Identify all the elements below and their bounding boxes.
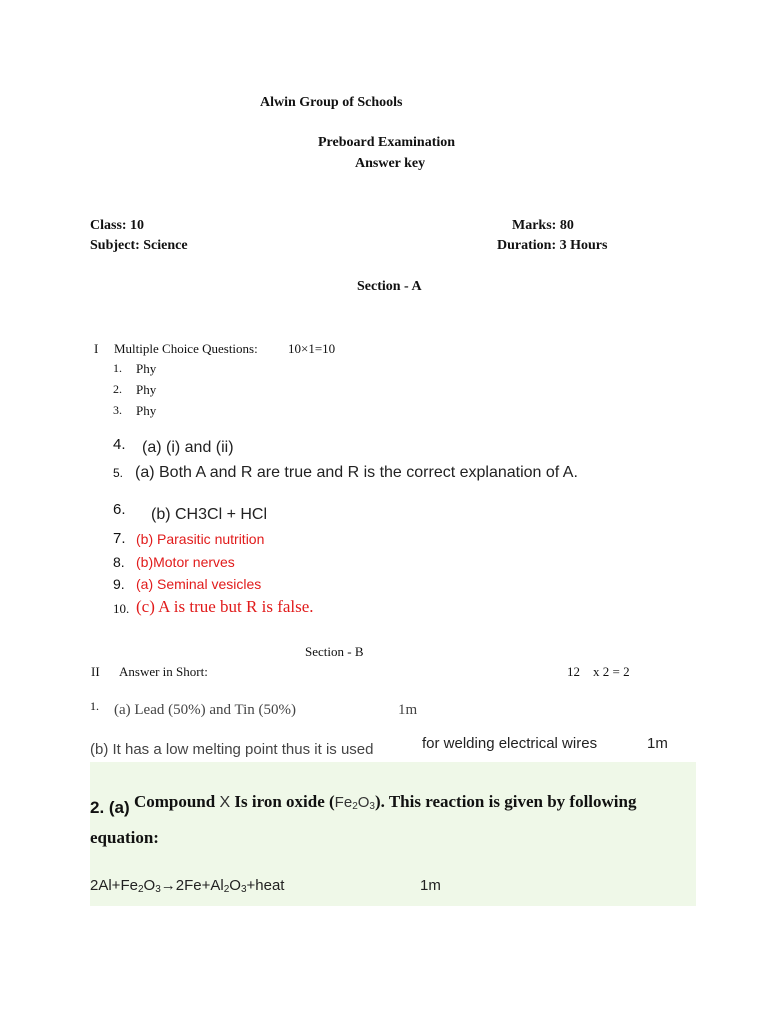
reaction-arrow-icon: →: [160, 877, 176, 894]
mcq-answer: (a) Both A and R are true and R is the correct explanation of A.: [135, 464, 578, 481]
mcq-answer: (b)Motor nerves: [136, 554, 235, 570]
q1b-answer-continued: for welding electrical wires: [422, 735, 598, 752]
short-answer-heading: Answer in Short:: [119, 664, 208, 679]
q2-line1: [90, 792, 637, 818]
mcq-answer: (b) CH3Cl + HCl: [151, 506, 268, 523]
section-b-roman: II: [91, 664, 100, 679]
mcq-answer: Phy: [136, 403, 157, 418]
section-a-title: Section - A: [357, 279, 422, 294]
marks-label: Marks: 80: [512, 218, 574, 233]
exam-title: Preboard Examination: [318, 135, 456, 150]
mcq-number: 6.: [113, 501, 126, 518]
q2-line2: equation:: [90, 828, 159, 847]
q2-text-compound: Compound: [133, 792, 216, 811]
mcq-answer: Phy: [136, 382, 157, 397]
q2-text-reaction: ). This reaction is given by following: [374, 792, 637, 811]
short-answer-marks-count: 12: [567, 664, 580, 679]
q2-label: 2. (a): [90, 798, 130, 817]
q1b-marks: 1m: [647, 735, 668, 752]
mcq-number: 9.: [113, 576, 125, 592]
class-label: Class: 10: [90, 218, 145, 233]
mcq-number: 8.: [113, 554, 125, 570]
subject-label: Subject: Science: [90, 238, 188, 253]
short-answer-marks-formula: x 2 = 2: [593, 664, 630, 679]
mcq-answer: (b) Parasitic nutrition: [136, 531, 265, 547]
duration-label: Duration: 3 Hours: [497, 238, 608, 253]
q2-equation-marks: 1m: [420, 877, 441, 894]
mcq-number: 4.: [113, 436, 126, 453]
mcq-answer: (c) A is true but R is false.: [136, 597, 314, 616]
mcq-number: 1.: [113, 361, 122, 375]
mcq-answer: Phy: [136, 361, 157, 376]
mcq-number: 5.: [113, 466, 124, 480]
mcq-number: 2.: [113, 382, 122, 396]
q2-formula: $Fe_2O_3$: [334, 794, 375, 812]
mcq-number: 7.: [113, 530, 126, 547]
mcq-heading: Multiple Choice Questions:: [114, 341, 258, 356]
school-name: Alwin Group of Schools: [260, 95, 403, 110]
question-number: 1.: [90, 699, 99, 713]
q1a-answer: (a) Lead (50%) and Tin (50%): [114, 702, 297, 718]
section-b-title: Section - B: [305, 644, 364, 659]
mcq-marks: 10×1=10: [288, 341, 336, 356]
doc-type: Answer key: [355, 156, 426, 171]
mcq-answer: (a) Seminal vesicles: [136, 576, 262, 592]
q1a-marks: 1m: [398, 702, 418, 718]
mcq-number: 10.: [113, 601, 130, 616]
mcq-number: 3.: [113, 403, 122, 417]
mcq-answer: (a) (i) and (ii): [142, 439, 234, 456]
section-a-roman: I: [94, 341, 99, 356]
q2-compound-x: X: [219, 794, 231, 811]
q2-text-iron-oxide: Is iron oxide (: [234, 792, 335, 811]
q2-equation: $2Al+Fe_2O_3\to 2Fe+Al_2O_3+heat$: [90, 877, 285, 895]
q1b-answer: (b) It has a low melting point thus it is used: [90, 741, 374, 758]
